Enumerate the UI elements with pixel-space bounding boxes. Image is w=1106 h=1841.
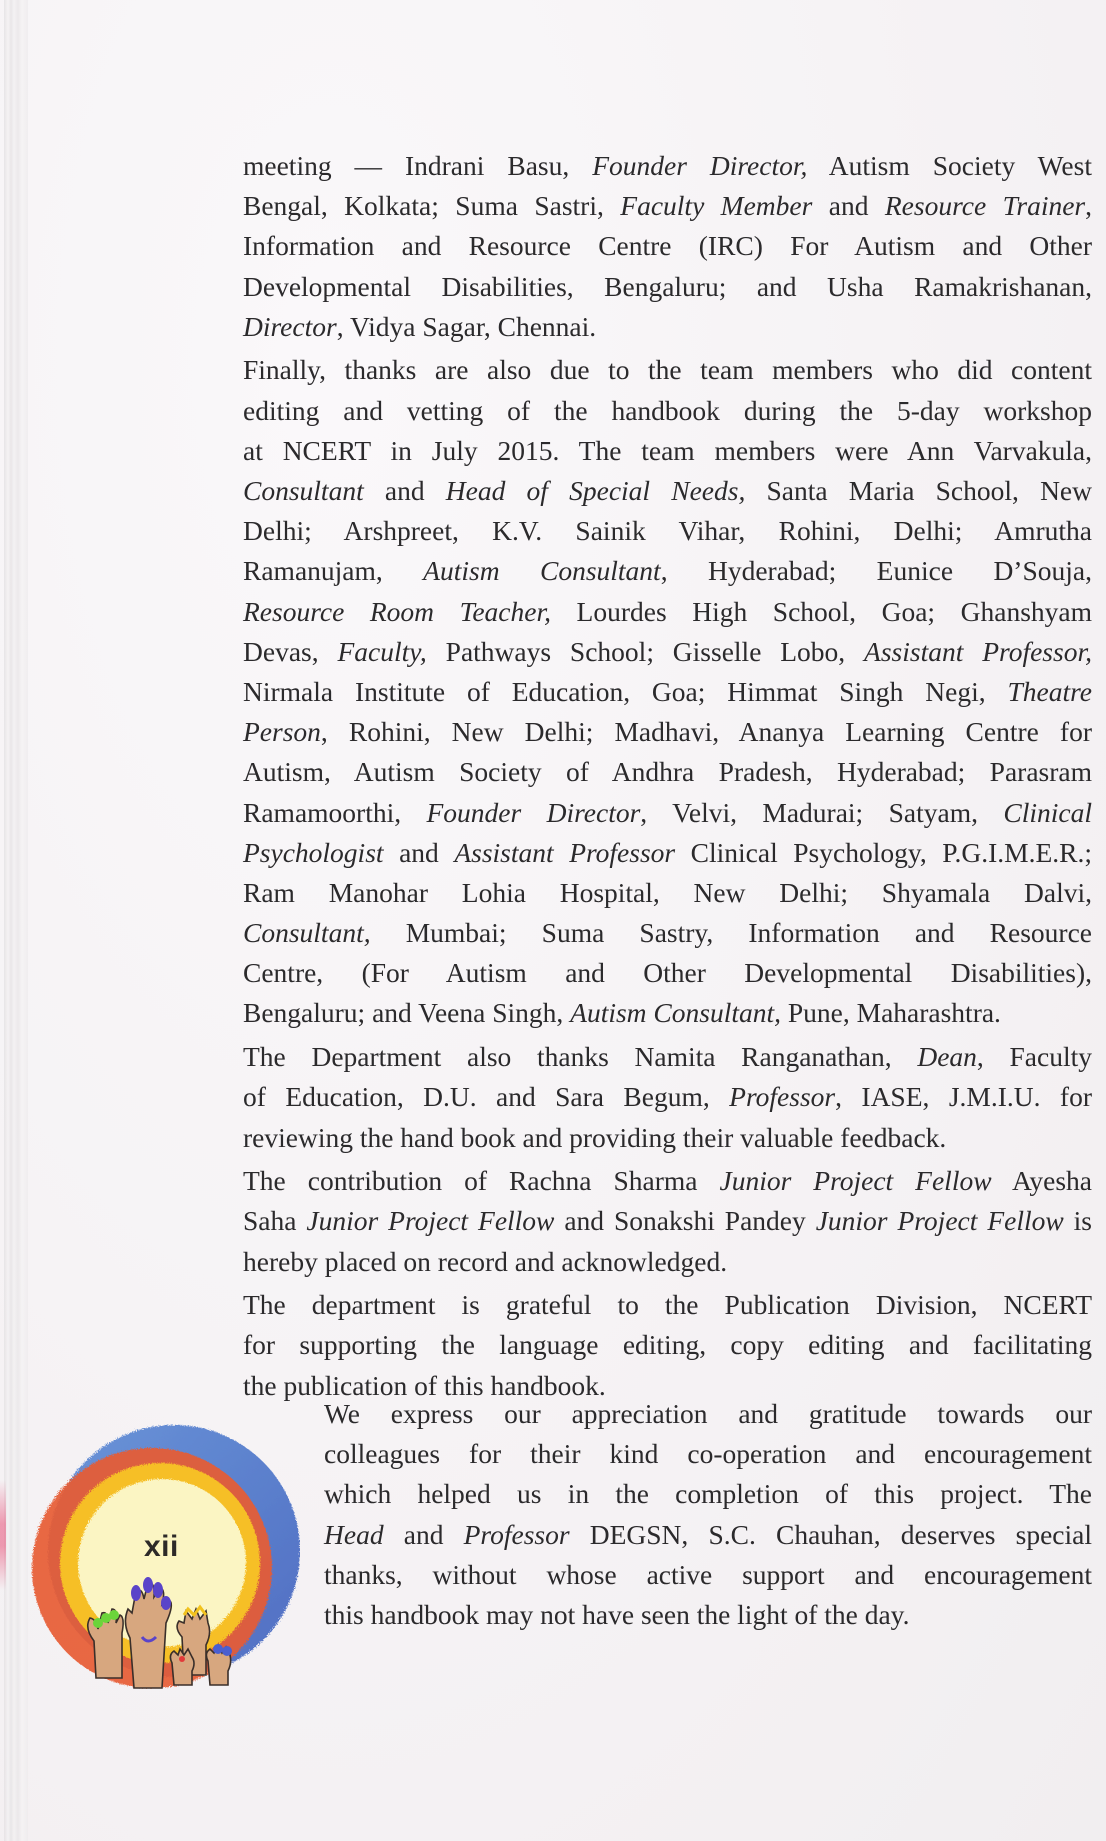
text-fragment: Bengal, Kolkata; Suma Sastri,: [243, 190, 621, 222]
text-line: [243, 226, 1092, 266]
text-fragment: Clinical Psychology, P.G.I.M.E.R.;: [675, 836, 1092, 868]
text-fragment: which helped us in the completion of this project. The: [324, 1478, 1092, 1510]
italic-title-text: Clinical: [1003, 796, 1092, 828]
text-fragment: Santa Maria School, New: [745, 475, 1092, 506]
text-fragment: , Vidya Sagar, Chennai.: [336, 310, 597, 342]
paragraph-reviewers: [243, 1037, 1092, 1158]
text-fragment: , Faculty: [976, 1041, 1092, 1073]
text-line: [324, 1555, 1092, 1595]
italic-title-text: Junior Project Fellow: [815, 1205, 1064, 1237]
text-fragment: reviewing the hand book and providing their valuable feedback.: [243, 1121, 947, 1153]
text-fragment: The department is grateful to the Publication Division, NCERT: [243, 1289, 1092, 1321]
spine-color-mark: [0, 1480, 6, 1590]
text-line: [243, 471, 1092, 511]
text-fragment: editing and vetting of the handbook during the 5-day workshop: [243, 394, 1092, 426]
text-line: [324, 1474, 1092, 1514]
text-line: [243, 1242, 1092, 1282]
text-fragment: hereby placed on record and acknowledged.: [243, 1245, 728, 1277]
text-fragment: at NCERT in July 2015. The team members were Ann Varvakula,: [243, 434, 1092, 466]
italic-title-text: Faculty Member: [620, 190, 813, 222]
text-fragment: thanks, without whose active support and encouragement: [324, 1558, 1092, 1590]
paragraph-appreciation: [324, 1394, 1092, 1635]
text-fragment: DEGSN, S.C. Chauhan, deserves special: [569, 1518, 1092, 1550]
italic-title-text: Theatre: [1007, 675, 1092, 707]
text-line: [243, 833, 1092, 873]
text-fragment: Pune, Maharashtra.: [781, 997, 1001, 1029]
italic-title-text: Founder Director,: [592, 150, 808, 181]
text-line: [243, 186, 1092, 226]
text-line: [243, 953, 1092, 993]
text-fragment: and: [383, 836, 455, 868]
italic-title-text: Professor: [729, 1081, 836, 1113]
text-line: [324, 1394, 1092, 1434]
text-line: [243, 350, 1092, 390]
text-line: [243, 752, 1092, 792]
text-fragment: Delhi; Arshpreet, K.V. Sainik Vihar, Rohini, Delhi; Amrutha: [243, 515, 1092, 547]
text-line: [243, 1037, 1092, 1077]
paragraph-publication-division: [243, 1285, 1092, 1406]
italic-title-text: Junior Project Fellow: [306, 1205, 555, 1237]
text-fragment: Information and Resource Centre (IRC) For Autism and Other: [243, 230, 1092, 262]
text-fragment: Developmental Disabilities, Bengaluru; and Usha Ramakrishanan,: [243, 270, 1092, 302]
text-line: [243, 793, 1092, 833]
italic-title-text: Junior Project Fellow: [719, 1165, 992, 1197]
text-line: [243, 146, 1092, 186]
text-fragment: colleagues for their kind co-operation and encouragement: [324, 1438, 1092, 1470]
text-fragment: Autism, Autism Society of Andhra Pradesh, Hyderabad; Parasram: [243, 756, 1092, 788]
italic-title-text: Consultant: [243, 475, 364, 506]
text-fragment: Ayesha: [991, 1165, 1092, 1197]
text-fragment: Bengaluru; and Veena Singh,: [243, 997, 571, 1029]
text-line: [243, 712, 1092, 752]
text-line: [243, 1201, 1092, 1241]
paragraph-advisors: [243, 146, 1092, 347]
italic-title-text: Autism Consultant,: [570, 997, 781, 1029]
text-fragment: the publication of this handbook.: [243, 1369, 606, 1401]
text-fragment: The Department also thanks Namita Ranganathan,: [243, 1041, 918, 1073]
text-line: [243, 307, 1092, 347]
italic-title-text: Assistant Professor: [454, 836, 676, 868]
italic-title-text: Director: [243, 310, 337, 342]
text-line: [243, 913, 1092, 953]
text-fragment: We express our appreciation and gratitude towards our: [324, 1398, 1092, 1429]
text-line: [243, 873, 1092, 913]
text-line: [243, 1118, 1092, 1158]
text-line: [243, 391, 1092, 431]
text-fragment: , Velvi, Madurai; Satyam,: [640, 796, 1004, 828]
text-fragment: and: [383, 1518, 464, 1550]
text-line: [243, 267, 1092, 307]
italic-title-text: Faculty,: [337, 635, 427, 667]
italic-title-text: Consultant,: [243, 917, 371, 949]
italic-title-text: Dean: [917, 1041, 977, 1073]
text-fragment: for supporting the language editing, copy editing and facilitating: [243, 1329, 1092, 1361]
text-fragment: Ramamoorthi,: [243, 796, 427, 828]
text-line: [243, 511, 1092, 551]
text-line: [243, 672, 1092, 712]
text-line: [243, 1161, 1092, 1201]
text-line: [324, 1434, 1092, 1474]
text-fragment: Pathways School; Gisselle Lobo,: [426, 635, 865, 667]
text-fragment: Autism Society West: [807, 150, 1092, 181]
text-fragment: and Sonakshi Pandey: [554, 1205, 816, 1237]
page-number: xii: [144, 1530, 179, 1563]
text-line: [243, 1077, 1092, 1117]
text-fragment: Nirmala Institute of Education, Goa; Himmat Singh Negi,: [243, 675, 1008, 707]
text-fragment: and: [363, 475, 446, 506]
text-fragment: Ram Manohar Lohia Hospital, New Delhi; Shyamala Dalvi,: [243, 876, 1092, 908]
text-fragment: , Rohini, New Delhi; Madhavi, Ananya Learning Centre for: [320, 716, 1092, 748]
paragraph-contributors: [243, 1161, 1092, 1282]
text-fragment: Mumbai; Suma Sastry, Information and Resource: [370, 917, 1092, 949]
italic-title-text: Head of Special Needs,: [445, 475, 746, 506]
text-line: [243, 431, 1092, 471]
text-line: [243, 551, 1092, 591]
acknowledgement-text: [243, 146, 1092, 1409]
text-fragment: Devas,: [243, 635, 338, 667]
text-line: [243, 1285, 1092, 1325]
text-fragment: Lourdes High School, Goa; Ghanshyam: [551, 595, 1092, 627]
text-fragment: is: [1063, 1205, 1092, 1237]
italic-title-text: Assistant Professor,: [864, 635, 1092, 667]
italic-title-text: Resource Room Teacher,: [243, 595, 551, 627]
italic-title-text: Head: [324, 1518, 384, 1550]
text-fragment: this handbook may not have seen the light of the day.: [324, 1598, 910, 1630]
text-fragment: Ramanujam,: [243, 555, 424, 587]
text-line: [324, 1595, 1092, 1635]
text-fragment: Finally, thanks are also due to the team members who did content: [243, 354, 1092, 386]
text-fragment: ,: [1085, 190, 1092, 222]
text-line: [243, 993, 1092, 1033]
text-fragment: meeting — Indrani Basu,: [243, 150, 593, 181]
italic-title-text: Autism Consultant: [423, 555, 661, 587]
italic-title-text: Professor: [463, 1518, 570, 1550]
text-fragment: and: [812, 190, 885, 222]
italic-title-text: Founder Director: [426, 796, 641, 828]
text-line: [243, 1325, 1092, 1365]
text-fragment: The contribution of Rachna Sharma: [243, 1165, 720, 1197]
text-fragment: , IASE, J.M.I.U. for: [835, 1081, 1092, 1113]
text-fragment: Centre, (For Autism and Other Developmental Disabilities),: [243, 957, 1092, 989]
text-fragment: , Hyderabad; Eunice D’Souja,: [660, 555, 1092, 587]
paragraph-team-members: [243, 350, 1092, 1033]
italic-title-text: Resource Trainer: [884, 190, 1086, 222]
text-fragment: of Education, D.U. and Sara Begum,: [243, 1081, 730, 1113]
italic-title-text: Person: [243, 716, 321, 748]
text-line: [243, 632, 1092, 672]
text-fragment: Saha: [243, 1205, 307, 1237]
italic-title-text: Psychologist: [243, 836, 384, 868]
text-line: [324, 1515, 1092, 1555]
text-line: [243, 592, 1092, 632]
